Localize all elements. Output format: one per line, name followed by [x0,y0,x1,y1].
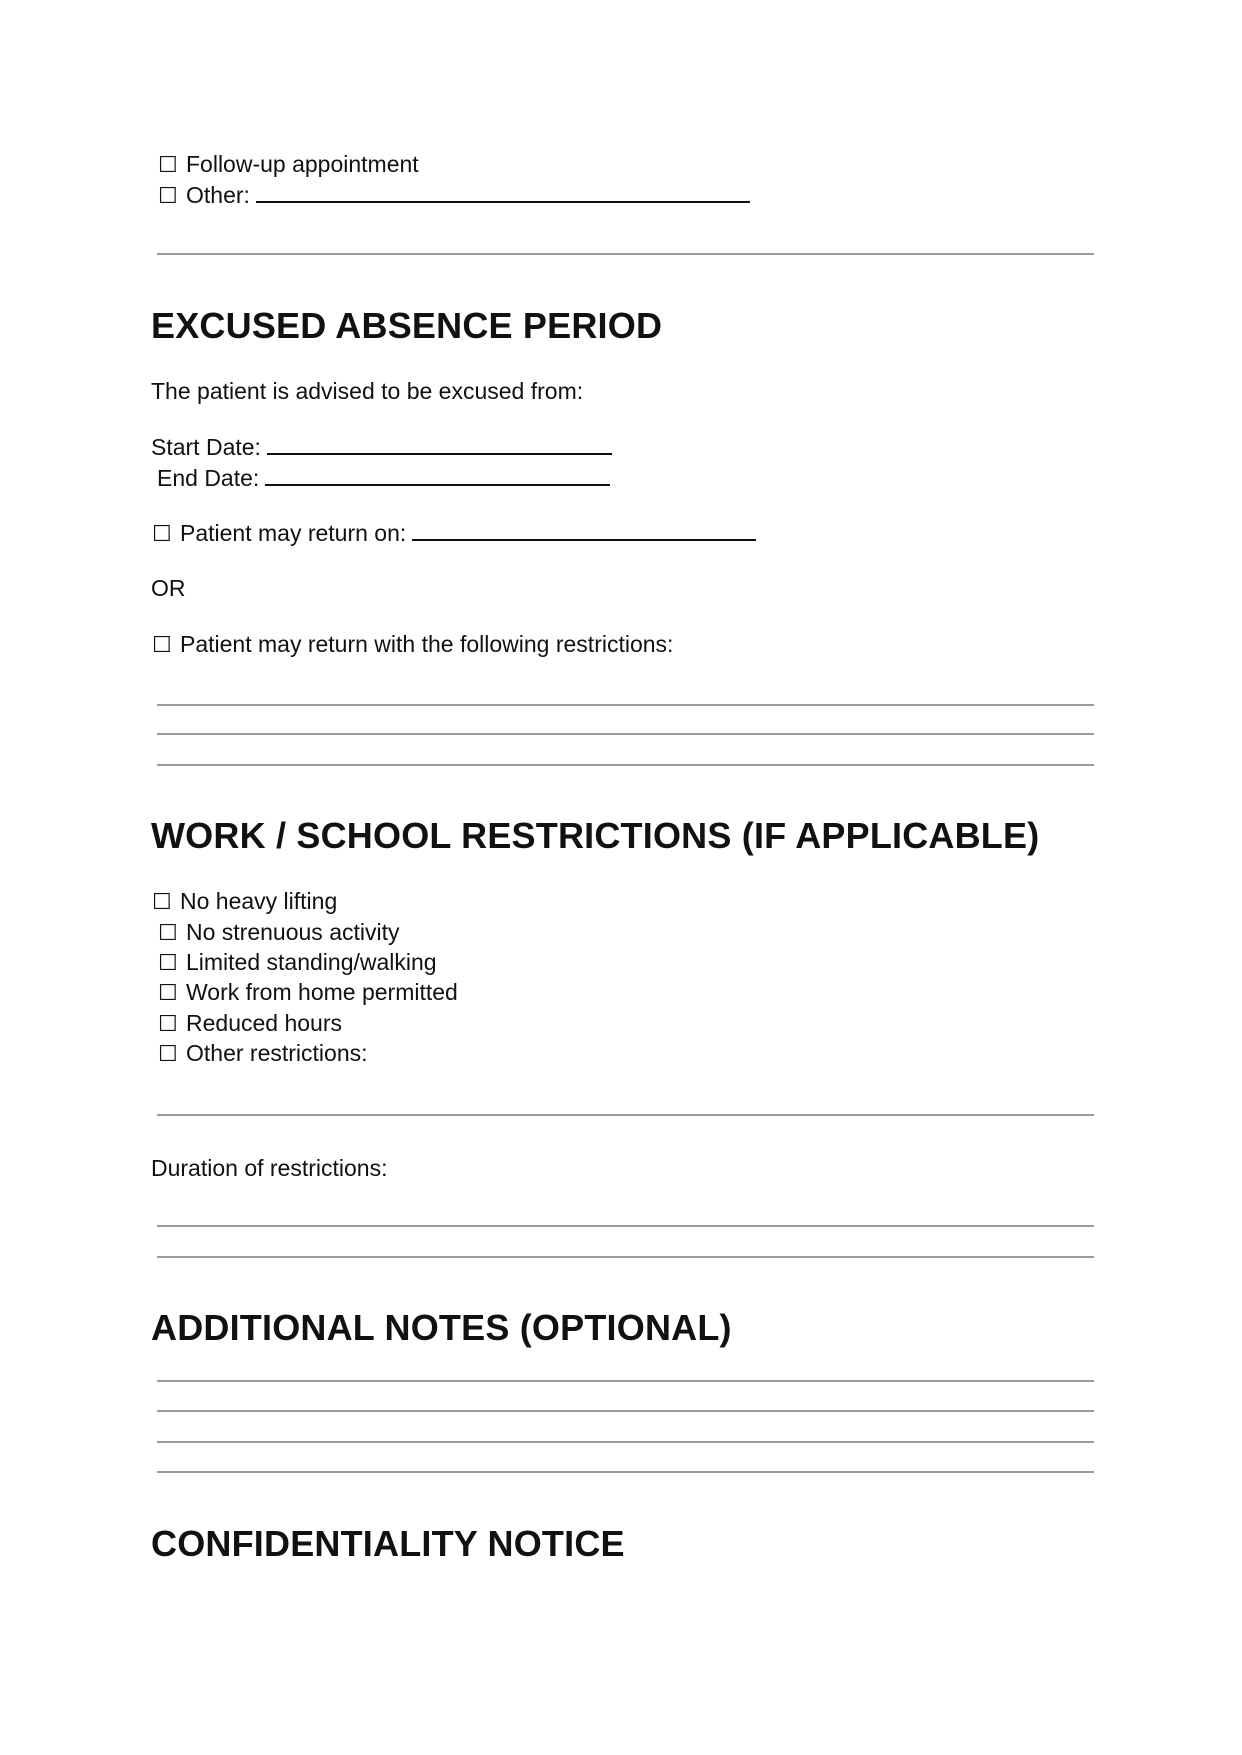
duration-label: Duration of restrictions: [151,1155,388,1181]
option-other[interactable] [158,179,750,211]
end-date-field[interactable] [265,462,610,486]
or-text: OR [151,575,186,601]
section-divider [157,253,1094,255]
notes-heading: ADDITIONAL NOTES (OPTIONAL) [151,1307,732,1348]
restriction-item[interactable] [158,977,458,1008]
confidentiality-heading: CONFIDENTIALITY NOTICE [151,1523,625,1564]
start-date-field[interactable] [267,431,612,455]
end-date-row [157,462,610,493]
checkbox-icon[interactable]: ☐ [158,950,178,975]
writing-line[interactable] [157,1380,1094,1382]
writing-line[interactable] [157,764,1094,766]
checkbox-icon[interactable]: ☐ [152,889,172,914]
option-label: Follow-up appointment [186,151,419,177]
restriction-item[interactable] [158,917,399,948]
restriction-label: No strenuous activity [186,919,400,945]
checkbox-icon[interactable]: ☐ [158,152,178,177]
return-date-field[interactable] [412,517,756,541]
writing-line[interactable] [157,733,1094,735]
option-label: Other: [186,182,250,208]
excused-intro: The patient is advised to be excused from: [151,378,584,404]
checkbox-icon[interactable]: ☐ [158,980,178,1005]
return-with-restrictions-row[interactable] [152,629,673,660]
restriction-label: Other restrictions: [186,1040,368,1066]
start-date-label: Start Date: [151,434,261,460]
checkbox-icon[interactable]: ☐ [158,183,178,208]
checkbox-icon[interactable]: ☐ [152,632,172,657]
start-date-row [151,431,612,462]
writing-line[interactable] [157,1441,1094,1443]
restriction-label: Limited standing/walking [186,949,437,975]
restriction-item[interactable] [152,886,337,917]
return-on-label: Patient may return on: [180,520,407,546]
restriction-item[interactable] [158,1038,368,1069]
restriction-label: Work from home permitted [186,979,458,1005]
checkbox-icon[interactable]: ☐ [158,920,178,945]
checkbox-icon[interactable]: ☐ [158,1011,178,1036]
option-follow-up[interactable] [158,149,419,180]
restriction-item[interactable] [158,1008,342,1039]
restriction-item[interactable] [158,947,437,978]
checkbox-icon[interactable]: ☐ [158,1041,178,1066]
return-restrictions-label: Patient may return with the following restrictions: [180,631,674,657]
writing-line[interactable] [157,1256,1094,1258]
checkbox-icon[interactable]: ☐ [152,521,172,546]
writing-line[interactable] [157,1471,1094,1473]
restrictions-heading: WORK / SCHOOL RESTRICTIONS (IF APPLICABLE) [151,815,1040,856]
restriction-label: Reduced hours [186,1010,342,1036]
excused-heading: EXCUSED ABSENCE PERIOD [151,305,663,346]
writing-line[interactable] [157,1114,1094,1116]
writing-line[interactable] [157,1410,1094,1412]
restriction-label: No heavy lifting [180,888,338,914]
writing-line[interactable] [157,704,1094,706]
return-on-row[interactable] [152,517,756,549]
other-input-line[interactable] [256,179,750,203]
writing-line[interactable] [157,1225,1094,1227]
end-date-label: End Date: [157,465,260,491]
